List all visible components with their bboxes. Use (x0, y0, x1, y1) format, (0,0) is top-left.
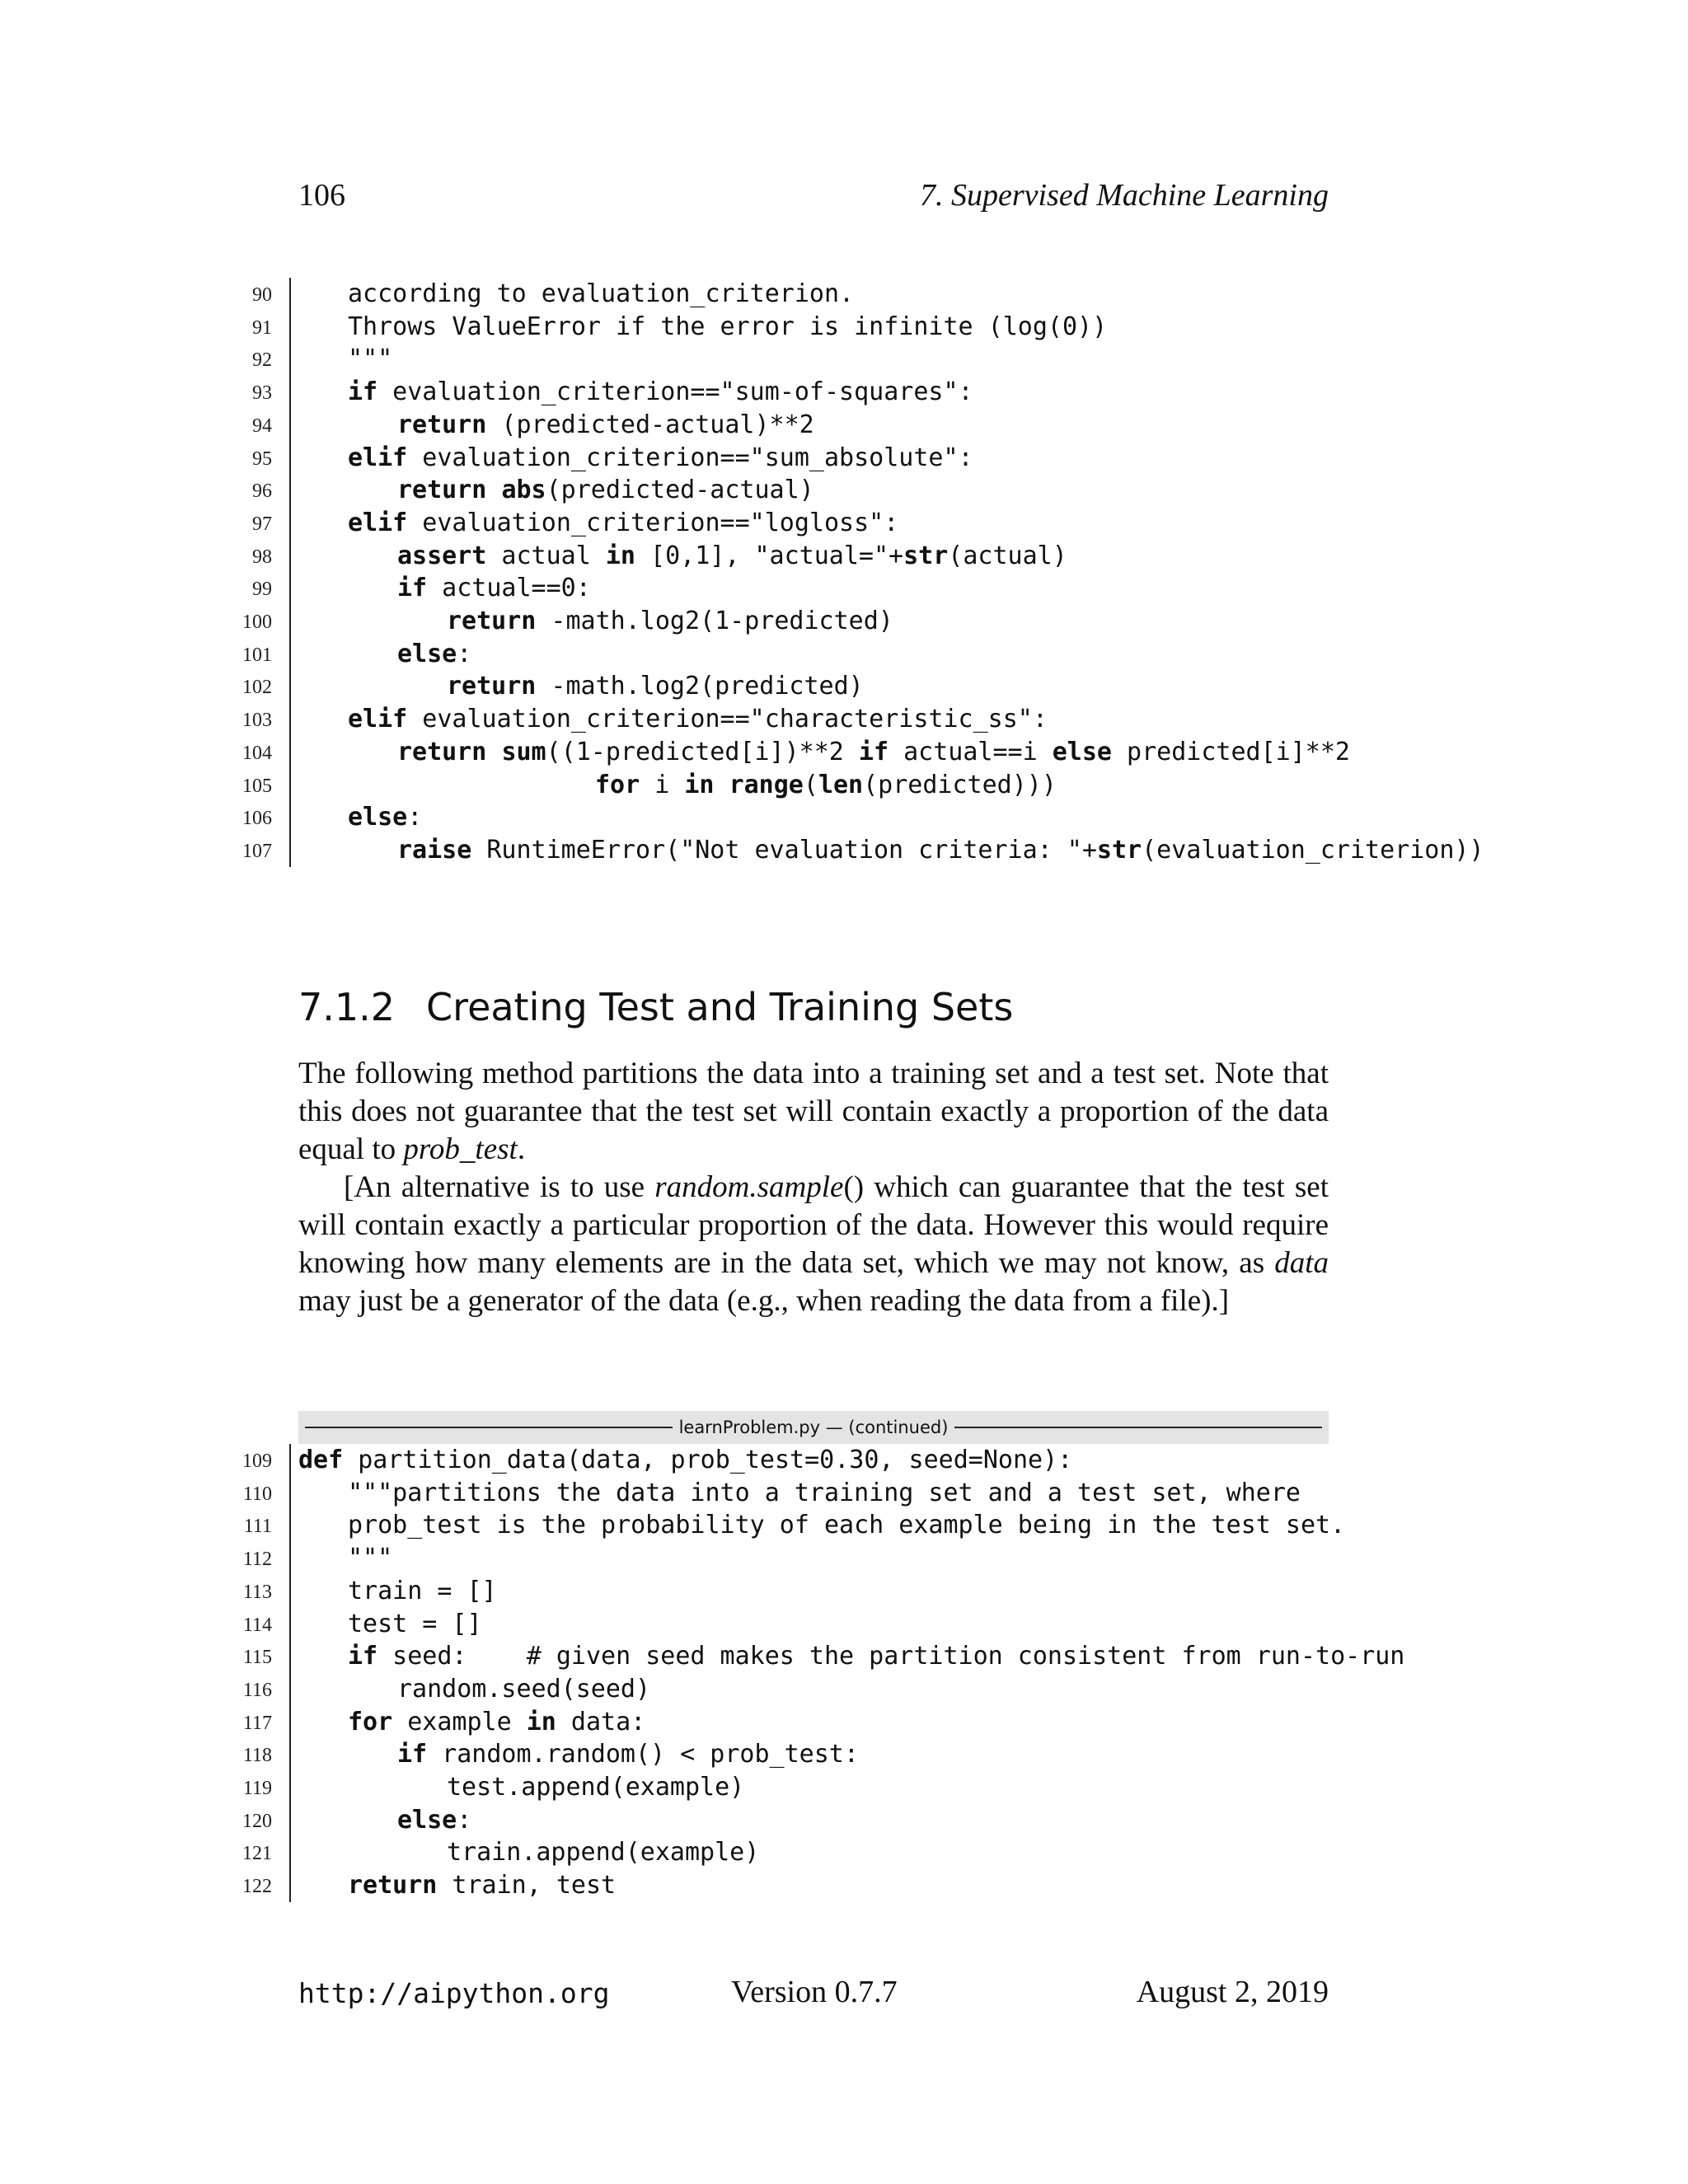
code-token: test = [] (348, 1609, 482, 1638)
paragraph (298, 1169, 1329, 1320)
code-text (397, 640, 471, 668)
code-text (397, 410, 814, 439)
code-line (0, 1542, 1484, 1575)
code-line (0, 507, 1484, 540)
code-line (0, 834, 1484, 867)
code-keyword: assert (397, 541, 487, 570)
code-keyword: for (348, 1707, 393, 1736)
code-text (348, 279, 854, 308)
code-text (348, 443, 973, 472)
code-token: Throws ValueError if the error is infinite (log(0)) (348, 312, 1108, 341)
line-number: 119 (242, 1778, 272, 1799)
line-number: 118 (242, 1745, 272, 1767)
code-text (348, 803, 422, 832)
code-line (0, 572, 1484, 605)
code-line (0, 1706, 1484, 1739)
code-keyword: def (298, 1446, 344, 1474)
footer-url: http://aipython.org (298, 1977, 610, 2009)
code-keyword: return (447, 672, 537, 701)
line-number: 117 (242, 1712, 272, 1734)
code-keyword: if (348, 377, 378, 407)
code-token: actual==i (889, 737, 1053, 766)
paragraph-text: The following method partitions the data into a training set and a test set. Note that this does not guarantee that the test set will contain exactly a proportion of the data equal to (298, 1057, 1329, 1166)
code-line (0, 801, 1484, 834)
code-line (0, 1869, 1484, 1902)
code-keyword: range (729, 770, 804, 799)
line-number: 92 (252, 349, 272, 372)
code-keyword: return (397, 476, 487, 505)
line-number: 114 (242, 1614, 272, 1636)
code-line (0, 474, 1484, 507)
paragraph-text: [An alternative is to use (344, 1170, 655, 1204)
line-number: 107 (242, 840, 272, 862)
code-token: train.append(example) (447, 1838, 760, 1868)
line-number: 110 (242, 1483, 272, 1505)
code-text (298, 1446, 1072, 1474)
code-token: (predicted))) (863, 770, 1057, 799)
code-line (0, 1477, 1484, 1510)
code-line (0, 1608, 1484, 1641)
footer-version: Version 0.7.7 (731, 1975, 898, 2009)
code-line (0, 1771, 1484, 1804)
code-text (397, 836, 1484, 865)
code-keyword: in (605, 541, 635, 570)
code-line (0, 1575, 1484, 1608)
code-text (348, 705, 1048, 733)
code-text (397, 541, 1067, 570)
line-number: 103 (242, 710, 272, 732)
paragraph-text: () (843, 1170, 865, 1204)
code-token: """partitions the data into a training set and a test set, where (348, 1478, 1301, 1507)
section-number: 7.1.2 (298, 985, 396, 1029)
line-number: 99 (252, 579, 272, 601)
line-number: 102 (242, 677, 272, 699)
line-number: 109 (242, 1451, 272, 1472)
line-number: 90 (252, 284, 272, 306)
code-line (0, 605, 1484, 638)
paragraph-text: may just be a generator of the data (e.g., when reading the data from a file).] (298, 1284, 1230, 1318)
line-number: 94 (252, 415, 272, 437)
line-number: 97 (252, 513, 272, 535)
header-rule (305, 1427, 673, 1428)
code-keyword: if (348, 1642, 378, 1671)
code-token: seed: # given seed makes the partition consistent from run-to-run (377, 1642, 1405, 1671)
code-line (0, 1640, 1484, 1673)
line-number: 106 (242, 808, 272, 830)
code-token: (actual) (948, 541, 1067, 570)
code-text (397, 476, 814, 504)
code-line (0, 278, 1484, 311)
code-keyword: raise (397, 835, 472, 865)
code-text (397, 1740, 859, 1769)
code-keyword: str (1096, 835, 1142, 865)
code-text (348, 312, 1107, 341)
code-line (0, 1804, 1484, 1837)
code-text (348, 1708, 645, 1736)
code-token: train = [] (348, 1576, 497, 1605)
code-text (348, 509, 898, 537)
code-token: random.seed(seed) (397, 1674, 651, 1704)
code-keyword: if (858, 737, 889, 766)
code-line (0, 1836, 1484, 1869)
code-line (0, 1444, 1484, 1477)
code-keyword: else (397, 1805, 457, 1835)
code-keyword: str (903, 541, 949, 570)
code-token: prob_test is the probability of each example being in the test set. (348, 1511, 1346, 1540)
running-head (298, 177, 1329, 227)
code-keyword: return (447, 607, 537, 635)
line-number: 98 (252, 546, 272, 568)
code-keyword: sum (501, 737, 546, 766)
line-number: 115 (242, 1647, 272, 1669)
code-token: test.append(example) (447, 1773, 745, 1802)
code-text (595, 771, 1057, 799)
code-text (348, 1610, 482, 1638)
code-token (486, 476, 501, 504)
code-line (0, 343, 1484, 376)
line-number: 105 (242, 775, 272, 797)
code-token (715, 771, 729, 799)
code-token: ((1-predicted[i])**2 (546, 737, 859, 766)
code-token: train, test (437, 1871, 617, 1900)
code-keyword: if (397, 574, 428, 603)
line-number: 122 (242, 1876, 272, 1898)
code-keyword: elif (348, 508, 408, 537)
code-text (447, 1838, 759, 1867)
code-keyword: else (397, 639, 457, 668)
line-number: 100 (242, 612, 272, 633)
line-number: 121 (242, 1843, 272, 1865)
code-token: according to evaluation_criterion. (348, 279, 855, 308)
code-text (447, 607, 893, 635)
code-token: """ (348, 1544, 393, 1573)
code-line (0, 670, 1484, 703)
section-title: Creating Test and Training Sets (426, 985, 1014, 1029)
code-keyword: if (397, 1740, 428, 1769)
code-keyword: else (348, 803, 408, 832)
code-text (447, 1773, 744, 1802)
file-name: learnProblem.py — (continued) (678, 1418, 949, 1437)
code-line (0, 1509, 1484, 1542)
code-line (0, 1738, 1484, 1771)
code-token: evaluation_criterion=="sum_absolute": (407, 443, 973, 472)
code-text (348, 1479, 1301, 1507)
page-number: 106 (298, 178, 345, 213)
code-text (348, 1511, 1345, 1540)
line-number: 120 (242, 1810, 272, 1832)
code-keyword: return (397, 737, 487, 766)
header-rule (954, 1427, 1322, 1428)
paragraph-italic: prob_test (403, 1132, 518, 1166)
code-text (447, 672, 864, 701)
code-token: evaluation_criterion=="sum-of-squares": (377, 377, 973, 407)
line-number: 104 (242, 742, 272, 764)
line-number: 112 (242, 1549, 272, 1571)
code-keyword: elif (348, 705, 408, 734)
code-token: predicted[i]**2 (1111, 737, 1350, 766)
line-number: 95 (252, 448, 272, 470)
code-token: : (407, 803, 423, 832)
code-token: RuntimeError("Not evaluation criteria: "+ (471, 835, 1097, 865)
code-line (0, 638, 1484, 671)
code-keyword: elif (348, 443, 408, 472)
code-token: evaluation_criterion=="logloss": (407, 508, 899, 537)
code-text (397, 738, 1350, 766)
code-line (0, 376, 1484, 409)
line-number: 91 (252, 316, 272, 339)
code-token: evaluation_criterion=="characteristic_ss": (407, 705, 1048, 734)
code-text (348, 1544, 392, 1572)
code-token: [0,1], "actual="+ (635, 541, 904, 570)
code-keyword: return (348, 1871, 438, 1900)
code-block-partition (0, 1444, 1688, 1922)
paragraph-italic: data (1274, 1246, 1329, 1280)
code-token: example (392, 1707, 527, 1736)
code-token: data: (556, 1707, 646, 1736)
code-keyword: for (595, 770, 640, 799)
paragraph-text: . (517, 1132, 526, 1166)
line-number: 116 (242, 1679, 272, 1701)
code-file-header (298, 1411, 1329, 1444)
code-token: actual (486, 541, 606, 570)
code-token: : (457, 1805, 472, 1835)
code-keyword: abs (501, 476, 546, 505)
code-line (0, 703, 1484, 736)
line-number: 96 (252, 480, 272, 503)
code-keyword: in (684, 770, 715, 799)
line-number: 101 (242, 644, 272, 666)
paragraph (298, 1055, 1329, 1169)
code-line (0, 311, 1484, 344)
footer-date: August 2, 2019 (1136, 1975, 1329, 2009)
code-text (348, 377, 973, 406)
code-block-evaluation (0, 278, 1688, 871)
code-line (0, 1673, 1484, 1706)
code-token: (predicted-actual)**2 (486, 410, 814, 439)
code-keyword: else (1052, 737, 1112, 766)
code-token: -math.log2(1-predicted) (536, 607, 893, 635)
paragraph-text: which can guarantee that the test set will contain exactly a particular proportion of the data. However this would require knowing how many elements are in the data set, which we may not know, as (298, 1170, 1329, 1280)
page-footer (298, 1974, 1329, 2015)
code-token: random.random() < prob_test: (427, 1740, 859, 1769)
code-token: : (457, 639, 472, 668)
code-text (397, 574, 591, 602)
chapter-title: 7. Supervised Machine Learning (919, 178, 1329, 213)
code-token: (predicted-actual) (546, 476, 814, 505)
code-text (397, 1675, 650, 1704)
line-number: 93 (252, 382, 272, 405)
section-heading (298, 985, 1013, 1029)
code-token: (evaluation_criterion)) (1142, 835, 1484, 865)
code-line (0, 409, 1484, 442)
code-text (348, 1577, 497, 1605)
code-line (0, 736, 1484, 769)
code-token (486, 738, 501, 766)
code-text (397, 1806, 471, 1835)
code-token: i (640, 770, 685, 799)
code-line (0, 540, 1484, 573)
code-token: actual==0: (427, 574, 591, 603)
code-text (348, 344, 392, 373)
code-line (0, 442, 1484, 475)
line-number: 113 (242, 1581, 272, 1603)
code-text (348, 1642, 1404, 1671)
code-token: partition_data(data, prob_test=0.30, seed=None): (343, 1446, 1073, 1474)
code-keyword: return (397, 410, 487, 439)
code-token: """ (348, 344, 393, 374)
code-text (348, 1871, 616, 1900)
line-number: 111 (243, 1516, 272, 1538)
code-line (0, 769, 1484, 802)
code-keyword: len (818, 770, 864, 799)
paragraph-italic: random.sample (654, 1170, 844, 1204)
code-token: -math.log2(predicted) (536, 672, 864, 701)
code-token: ( (803, 770, 818, 799)
code-keyword: in (526, 1707, 556, 1736)
